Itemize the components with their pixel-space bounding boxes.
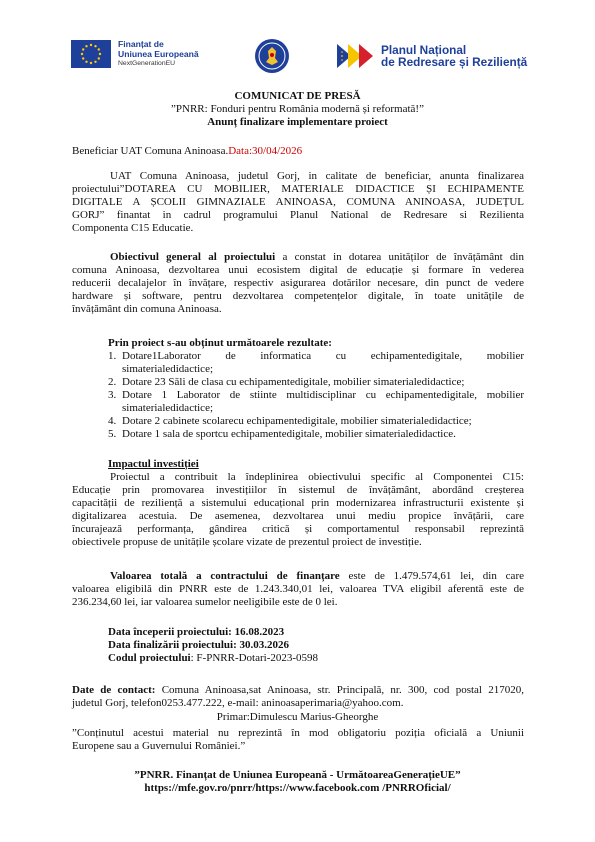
disclaimer-line: Europene sau a Guvernului României.” (72, 740, 246, 752)
result-item (108, 389, 524, 415)
pnrr-logo (337, 42, 527, 70)
disclaimer-line: ”Conținutul acestui material nu reprezintă în mod obligatoriu poziția oficială a Uniunii (72, 727, 524, 739)
objective-paragraph (72, 251, 524, 316)
intro-line: DIGITALE A ȘCOLII GIMNAZIALE ANINOASA, COMUNA ANINOASA, JUDEȚUL (72, 196, 524, 208)
project-code-label: Codul proiectului (108, 652, 191, 664)
objective-line: comuna Aninoasa, dezvoltarea unui ecosistem digital de educație și formare în vederea (72, 264, 524, 276)
impact-line: încurajează performanța, gândirea critică și comportamentul responsabil reprezintă (72, 523, 524, 535)
impact-line: Proiectul a contribuit la îndeplinirea obiectivului specific al Componentei C15: (110, 471, 524, 483)
objective-label: Obiectivul general al proiectului (110, 251, 276, 263)
impact-line: obiectivele propuse de unitățile școlare vizate de prezentul proiect de investiție. (72, 536, 422, 548)
objective-first: a constat in dotarea unităților de învățământ din (275, 251, 524, 263)
result-text: Dotare 1 sala de sportcu echipamentedigitale, mobilier simaterialedidactice. (122, 428, 456, 440)
impact-paragraph (72, 471, 524, 549)
result-item (108, 415, 524, 428)
document-subtitle-announcement: Anunț finalizare implementare proiect (207, 116, 388, 128)
eu-line1: Finanțat de (118, 39, 164, 49)
pnrr-arrow-icon (337, 42, 377, 70)
pnrr-line1: Planul Național (381, 42, 467, 57)
footer-links[interactable]: https://mfe.gov.ro/pnrr/https://www.facebook.com /PNRROficial/ (144, 782, 451, 794)
start-date-label: Data începerii proiectului: (108, 626, 232, 638)
start-date-value: 16.08.2023 (231, 626, 285, 638)
result-item (108, 350, 524, 376)
beneficiary-text: Beneficiar UAT Comuna Aninoasa. (72, 145, 229, 157)
end-date-label: Data finalizării proiectului: (108, 639, 237, 651)
start-date-line (108, 626, 524, 639)
results-title: Prin proiect s-au obținut următoarele rezultate: (108, 337, 332, 349)
document-subtitle: ”PNRR: Fonduri pentru România modernă și reformată!” (171, 103, 424, 115)
objective-line: reducerii decalajelor în învățare, respectiv asigurarea dotărilor necesare, din punct de vedere (72, 277, 524, 289)
header-logos (0, 38, 595, 76)
impact-title: Impactul investiției (108, 458, 199, 470)
intro-line: UAT Comuna Aninoasa, judetul Gorj, in calitate de beneficiar, anunta finalizarea (110, 170, 524, 182)
result-item (108, 428, 524, 441)
beneficiary-line (72, 145, 524, 158)
result-text: Dotare 23 Săli de clasa cu echipamentedigitale, mobilier simaterialedidactice; (122, 376, 465, 388)
end-date-value: 30.03.2026 (236, 639, 289, 651)
pnrr-line2: de Redresare și Reziliență (381, 55, 528, 69)
result-number: 4. (108, 415, 117, 427)
objective-line: învățământ din comuna Aninoasa. (72, 303, 222, 315)
eu-line3: NextGenerationEU (118, 60, 176, 67)
value-line: 236.234,60 lei, iar valoarea sumelor neeligibile este de 0 lei. (72, 596, 338, 608)
project-code-line (108, 652, 524, 665)
value-line (72, 570, 524, 583)
intro-line: GORJ” finantat in cadrul programului Planul National de Redresare si Rezilienta (72, 209, 524, 221)
contact-label: Date de contact: (72, 684, 156, 696)
romanian-government-seal-icon (254, 38, 290, 74)
mayor-line: Primar:Dimulescu Marius-Gheorghe (216, 711, 379, 723)
value-label: Valoarea totală a contractului de finanțare (110, 570, 340, 582)
impact-line: digitalizarea acestuia. De asemenea, dezvoltarea unui mediu propice învățării, care (72, 510, 524, 522)
result-number: 5. (108, 428, 117, 440)
beneficiary-date: Data:30/04/2026 (228, 145, 303, 157)
eu-funding-logo (71, 39, 199, 69)
contact-line (72, 684, 524, 697)
end-date-line (108, 639, 524, 652)
objective-line (72, 251, 524, 264)
intro-line: proiectului”DOTAREA CU MOBILIER, MATERIALE DIDACTICE ȘI ECHIPAMENTE (72, 183, 524, 195)
value-paragraph (72, 570, 524, 609)
result-text: simaterialedidactice; (122, 363, 214, 375)
value-line: valoarea eligibilă din PNRR este de 1.243.340,01 lei, valoarea TVA eligibil aferentă este de (72, 583, 524, 595)
document-title: COMUNICAT DE PRESĂ (234, 90, 361, 102)
result-text: Dotare 2 cabinete scolarecu echipamentedigitale, mobilier simaterialedidactice; (122, 415, 472, 427)
eu-flag-icon (71, 40, 111, 68)
intro-line: Componenta C15 Educatie. (72, 222, 194, 234)
disclaimer-paragraph (72, 727, 524, 753)
impact-line: capacității de reziliență a sistemului educațional prin modernizarea infrastructurii existente și (72, 497, 524, 509)
result-number: 1. (108, 350, 117, 362)
result-number: 3. (108, 389, 117, 401)
impact-line: Educație prin promovarea investițiilor în sistemul de învățământ, abordând creșterea (72, 484, 524, 496)
contact-line: judetul Gorj, telefon0253.477.222, e-mail: aninoasaperimaria@yahoo.com. (72, 697, 404, 709)
footer-slogan: ”PNRR. Finanțat de Uniunea Europeană - UrmătoareaGenerațieUE” (134, 769, 461, 781)
contact-first: Comuna Aninoasa,sat Aninoasa, str. Principală, nr. 300, cod postal 217020, (155, 684, 524, 696)
project-code-value: : F-PNRR-Dotari-2023-0598 (190, 652, 319, 664)
result-item (108, 376, 524, 389)
contact-paragraph (72, 684, 524, 710)
result-text: Dotare 1 Laborator de stiinte multidisciplinar cu echipamentedigitale, mobilier (122, 389, 524, 401)
objective-line: hardware și software, pentru dezvoltarea competențelor digitale, în toate unitățile de (72, 290, 524, 302)
intro-paragraph (72, 170, 524, 235)
result-text: simaterialedidactice; (122, 402, 214, 414)
value-first: este de 1.479.574,61 lei, din care (339, 570, 524, 582)
eu-line2: Uniunea Europeană (118, 49, 199, 59)
result-number: 2. (108, 376, 117, 388)
result-text: Dotare1Laborator de informatica cu echipamentedigitale, mobilier (122, 350, 524, 362)
